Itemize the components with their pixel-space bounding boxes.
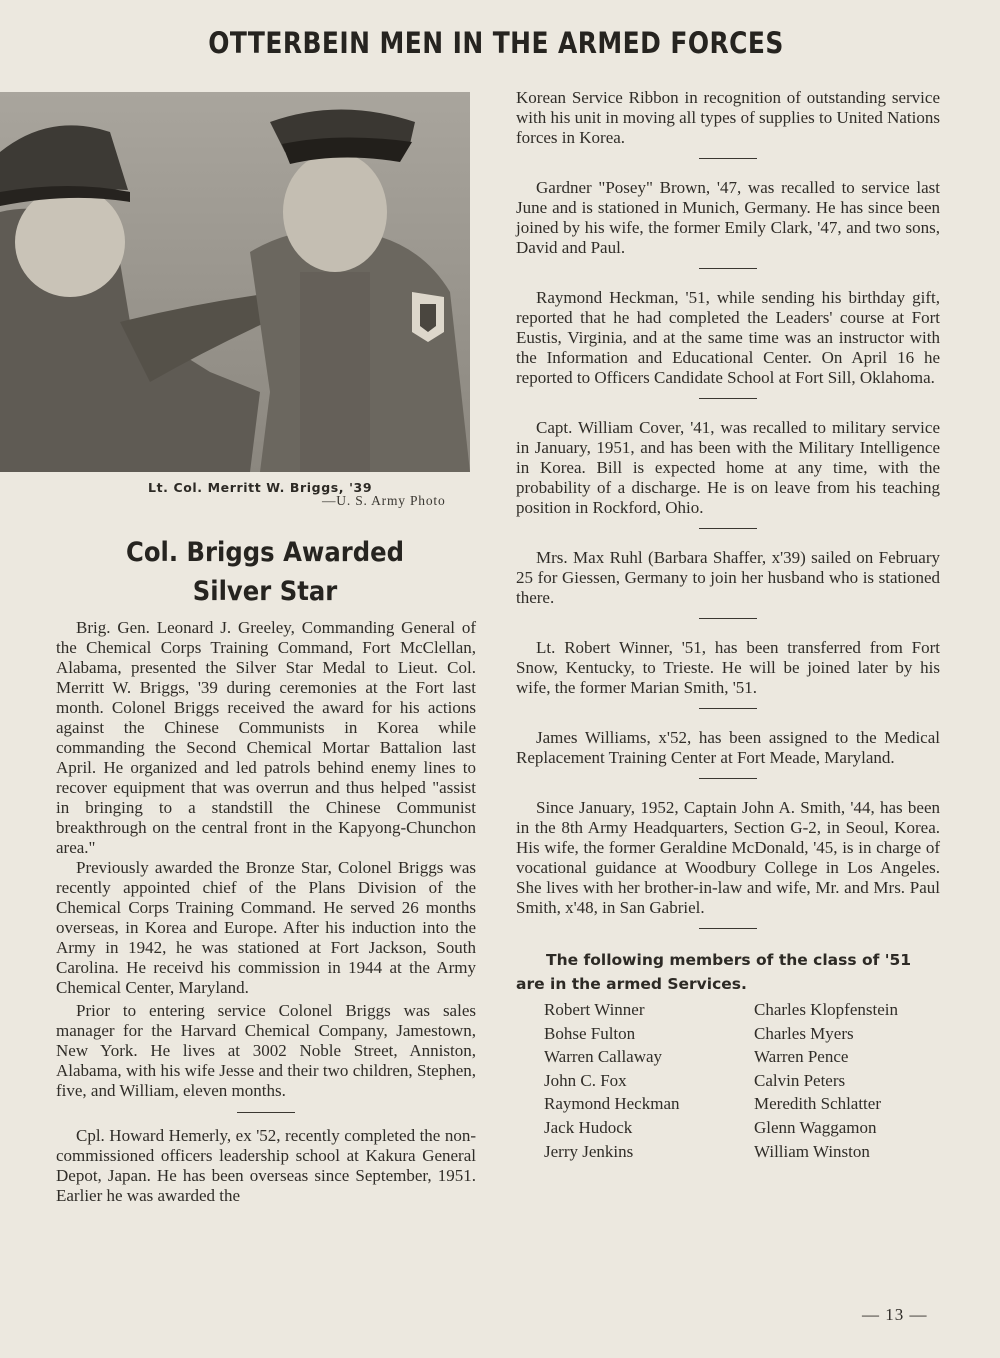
photo-medal-ceremony: [0, 92, 470, 472]
note-winner: Lt. Robert Winner, '51, has been transferred from Fort Snow, Kentucky, to Trieste. He will be joined later by his wife, the former Marian Smith, '51.: [516, 638, 940, 697]
note-heckman: Raymond Heckman, '51, while sending his birthday gift, reported that he had completed the Leaders' course at Fort Eustis, Virginia, and at the same time was an instructor with the Information and Educational Center. On April 16 he reported to Officers Candidate School at Fort Sill, Oklahoma.: [516, 288, 940, 387]
photo-credit: —U. S. Army Photo: [322, 493, 446, 508]
divider: [699, 928, 757, 929]
member-name: Calvin Peters: [754, 1070, 846, 1090]
member-name: Jerry Jenkins: [544, 1141, 634, 1161]
photo-caption: Lt. Col. Merritt W. Briggs, '39: [148, 480, 373, 495]
divider: [237, 1112, 295, 1113]
member-name: Robert Winner: [544, 1000, 645, 1019]
page-number: — 13 —: [862, 1305, 928, 1324]
divider: [699, 708, 757, 709]
member-name: Jack Hudock: [544, 1117, 633, 1137]
divider: [699, 528, 757, 529]
article-paragraph: Brig. Gen. Leonard J. Greeley, Commanding General of the Chemical Corps Training Command, Fort McClellan, Alabama, presented the Silver Star Medal to Lieut. Col. Merritt W. Briggs, '39 during ceremonies at the Fort last month. Colonel Briggs received the award for his actions against the Chinese Communists in Korea while commanding the Second Chemical Mortar Battalion last April. He organized and led patrols behind enemy lines to recover equipment that was overrun and thus helped "assist in bringing to a standstill the Chinese Communist breakthrough on the central front in the Kapyong-Chunchon area.": [56, 618, 476, 857]
note-hemerly: Cpl. Howard Hemerly, ex '52, recently completed the non-commissioned officers leadership school at Kakura General Depot, Japan. He has been overseas since September, 1951. Earlier he was awarded the: [56, 1126, 476, 1205]
members-list: [544, 1000, 940, 1162]
divider: [699, 778, 757, 779]
headline-line-2: Silver Star: [192, 576, 338, 607]
headline-line-1: Col. Briggs Awarded: [125, 537, 405, 568]
article-paragraph: Previously awarded the Bronze Star, Colonel Briggs was recently appointed chief of the Plans Division of the Chemical Corps Training Command. He served 26 months overseas, in Korea and Europe. After his induction into the Army in 1942, he was stationed at Fort Jackson, South Carolina. He receivd his commission in 1944 at the Army Chemical Center, Maryland.: [56, 858, 476, 997]
note-williams: James Williams, x'52, has been assigned to the Medical Replacement Training Center at Fort Meade, Maryland.: [516, 728, 940, 767]
article-headline: [99, 533, 432, 611]
article-paragraph: Prior to entering service Colonel Briggs was sales manager for the Harvard Chemical Company, Jamestown, New York. He lives at 3002 Noble Street, Anniston, Alabama, with his wife Jesse and their two children, Stephen, five, and William, eleven months.: [56, 1001, 476, 1100]
note-cover: Capt. William Cover, '41, was recalled to military service in January, 1951, and has been with the Military Intelligence in Korea. Bill is expected home at any time, with the probability of a discharge. He is on leave from his teaching position in Rockford, Ohio.: [516, 418, 940, 517]
member-name: Charles Klopfenstein: [754, 1000, 898, 1019]
member-name: Glenn Waggamon: [754, 1117, 877, 1137]
note-ruhl: Mrs. Max Ruhl (Barbara Shaffer, x'39) sailed on February 25 for Giessen, Germany to join her husband who is stationed there.: [516, 548, 940, 607]
member-name: Raymond Heckman: [544, 1094, 680, 1114]
member-name: Meredith Schlatter: [754, 1094, 881, 1114]
divider: [699, 398, 757, 399]
divider: [699, 158, 757, 159]
photo-illustration: [0, 92, 470, 472]
right-column: [516, 88, 940, 1162]
page-title: OTTERBEIN MEN IN THE ARMED FORCES: [208, 26, 784, 60]
member-name: Warren Callaway: [544, 1047, 663, 1067]
divider: [699, 268, 757, 269]
member-name: Charles Myers: [754, 1023, 854, 1043]
note-brown: Gardner "Posey" Brown, '47, was recalled to service last June and is stationed in Munich, Germany. He has since been joined by his wife, the former Emily Clark, '47, and two sons, David and Paul.: [516, 178, 940, 257]
member-name: Bohse Fulton: [544, 1023, 636, 1043]
note-smith: Since January, 1952, Captain John A. Smith, '44, has been in the 8th Army Headquarters, Section G-2, in Seoul, Korea. His wife, the former Geraldine McDonald, '45, is in charge of vocational guidance at Woodbury College in Los Angeles. She lives with her brother-in-law and wife, Mr. and Mrs. Paul Smith, x'48, in San Gabriel.: [516, 798, 940, 917]
member-name: William Winston: [754, 1141, 870, 1161]
member-name: Warren Pence: [754, 1047, 849, 1067]
note-hemerly-continued: Korean Service Ribbon in recognition of outstanding service with his unit in moving all types of supplies to United Nations forces in Korea.: [516, 88, 940, 147]
divider: [699, 618, 757, 619]
left-column: [56, 618, 476, 1206]
members-heading: The following members of the class of '51 are in the armed Services.: [516, 951, 912, 993]
member-name: John C. Fox: [544, 1070, 627, 1090]
